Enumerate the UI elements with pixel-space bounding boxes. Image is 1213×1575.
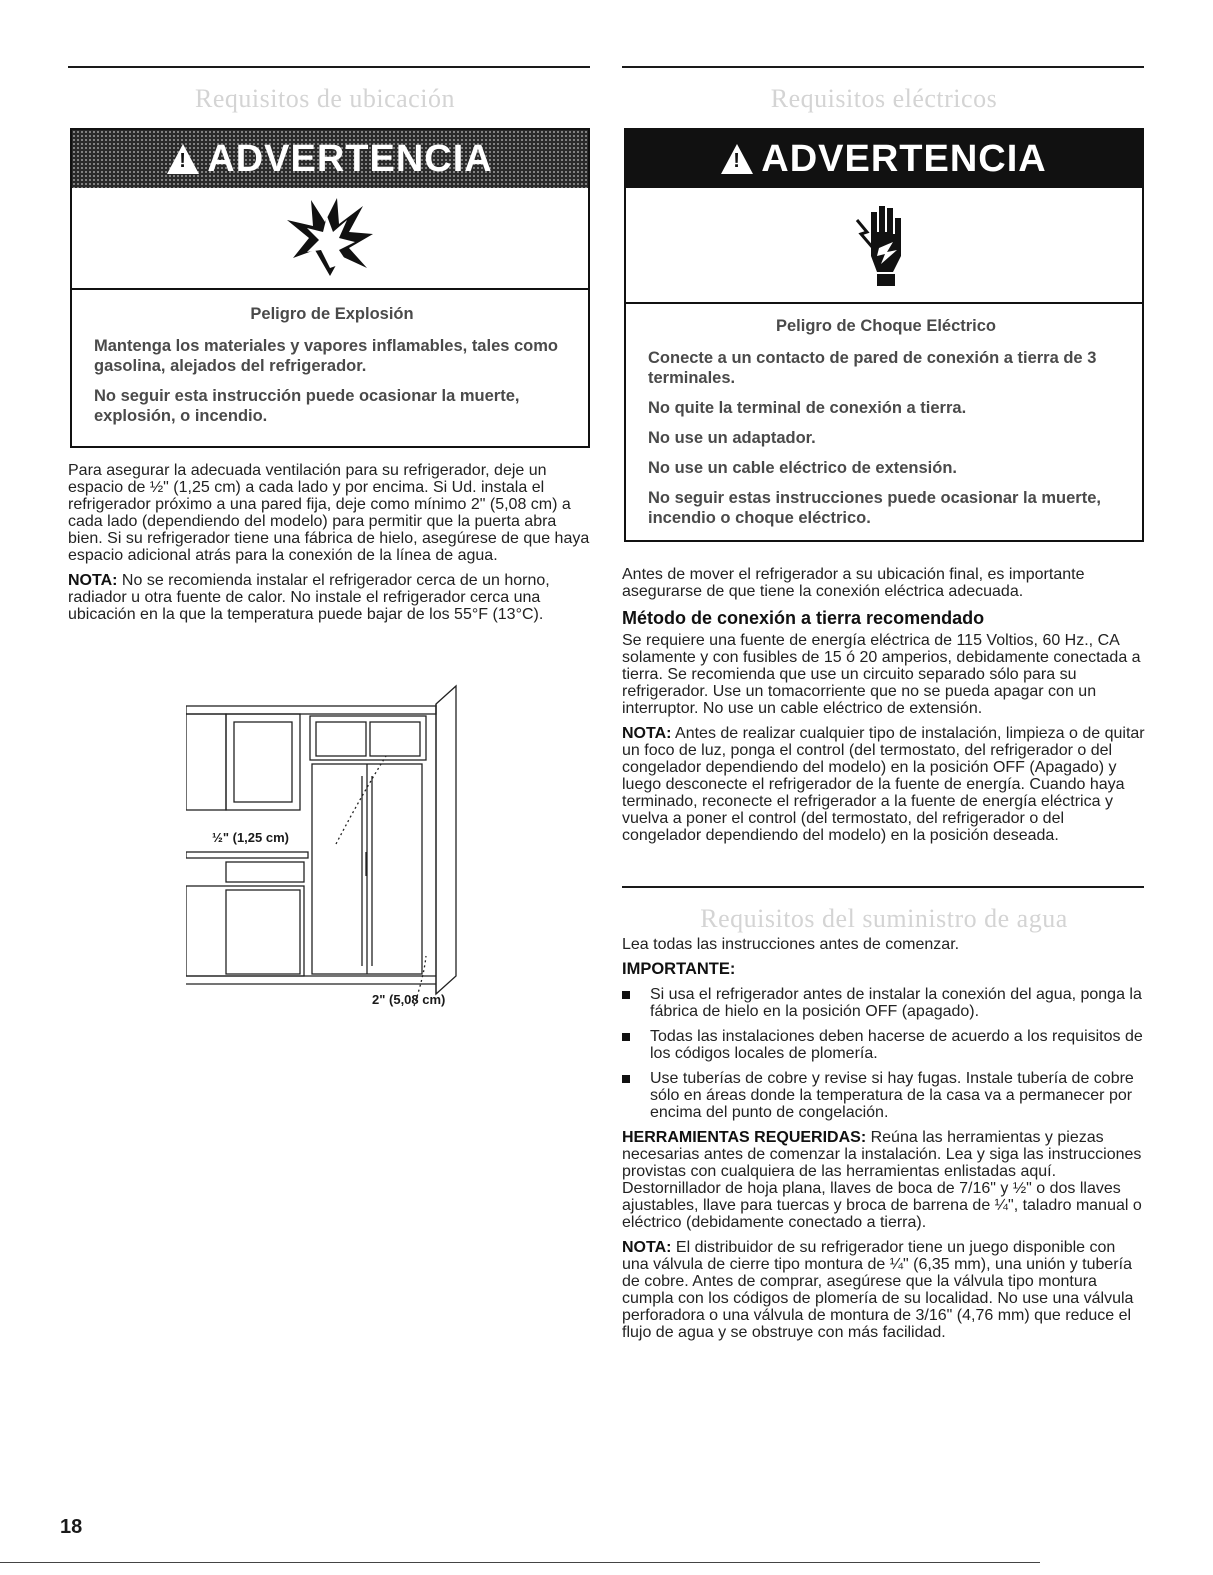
- page-number: 18: [60, 1516, 83, 1538]
- electrical-text: [622, 566, 1146, 608]
- warning-line: No seguir esta instrucción puede ocasionar la muerte, explosión, o incendio.: [94, 387, 520, 425]
- tools-label: HERRAMIENTAS REQUERIDAS:: [622, 1129, 867, 1146]
- section-title-water: Requisitos del suministro de agua: [700, 904, 1068, 933]
- warning-body: [626, 304, 1142, 548]
- warning-triangle-icon: [721, 144, 753, 174]
- water-note: [622, 1239, 1146, 1341]
- clearance-top-label: ½" (1,25 cm): [212, 830, 289, 845]
- bottom-rule: [0, 1562, 1040, 1563]
- section-rule: [622, 886, 1144, 888]
- hazard-title: Peligro de Choque Eléctrico: [775, 317, 997, 335]
- note-text: Antes de realizar cualquier tipo de instalación, limpieza o de quitar un foco de luz, ponga el control (del termostato, del refrigerador o del congelador dependiendo del modelo) en la posición OFF (Apagado) y luego desconecte el refrigerador de la fuente de energía. Cuando haya terminado, reconecte el refrigerador a la fuente de energía eléctrica y vuelva a poner el control (del termostato, del refrigerador o del congelador dependiendo del modelo) en la posición deseada.: [622, 725, 1145, 844]
- warning-line: Mantenga los materiales y vapores inflamables, tales como gasolina, alejados del refrigerador.: [94, 337, 559, 375]
- clearance-diagram: [186, 676, 476, 1022]
- warning-box-explosion: [70, 128, 590, 448]
- section-title-electrical: Requisitos eléctricos: [770, 84, 998, 113]
- note-label: NOTA:: [68, 572, 118, 589]
- warning-header: [626, 130, 1142, 188]
- warning-header-text: ADVERTENCIA: [761, 137, 1047, 180]
- list-item: Use tuberías de cobre y revise si hay fugas. Instale tubería de cobre sólo en áreas donde la temperatura de la casa va a permanecer por encima del punto de congelación.: [622, 1070, 1146, 1121]
- section-title-location: Requisitos de ubicación: [195, 84, 455, 113]
- warning-line: No seguir estas instrucciones puede ocasionar la muerte, incendio o choque eléctrico.: [648, 489, 1101, 527]
- electric-shock-icon: [626, 188, 1142, 304]
- electrical-note: [622, 725, 1146, 844]
- note-label: NOTA:: [622, 725, 672, 742]
- note-text: No se recomienda instalar el refrigerador cerca de un horno, radiador u otra fuente de calor. No instale el refrigerador cerca una ubicación en la que la temperatura puede bajar de los 55°F (13°C).: [68, 572, 550, 623]
- warning-box-electrical: [624, 128, 1144, 542]
- warning-line: Conecte a un contacto de pared de conexión a tierra de 3 terminales.: [648, 349, 1097, 387]
- note-text: El distribuidor de su refrigerador tiene un juego disponible con una válvula de cierre tipo montura de ¼" (6,35 mm), una unión y tubería de cobre. Antes de comprar, asegúrese que la válvula tipo montura cumpla con los códigos de plomería de su localidad. No use una válvula perforadora o una válvula de montura de 3/16" (4,76 mm) que reduce el flujo de agua y se obstruye con más facilidad.: [622, 1239, 1134, 1341]
- hazard-title: Peligro de Explosión: [250, 305, 414, 323]
- tools-paragraph: [622, 1129, 1146, 1231]
- explosion-icon: [72, 188, 588, 290]
- water-requirements-list: [622, 986, 1146, 1121]
- location-paragraph: Para asegurar la adecuada ventilación para su refrigerador, deje un espacio de ½" (1,25 cm) a cada lado y por encima. Si Ud. instala el refrigerador próximo a una pared fija, deje como mínimo 2" (5,08 cm) a cada lado (dependiendo del modelo) para permitir que la puerta abra bien. Si su refrigerador tiene una fábrica de hielo, asegúrese de que haya espacio adicional atrás para la conexión de la línea de agua.: [68, 462, 590, 564]
- section-rule: [622, 66, 1144, 68]
- grounding-method-title: Método de conexión a tierra recomendado: [622, 608, 985, 628]
- section-rule: [68, 66, 590, 68]
- warning-body: [72, 290, 588, 446]
- list-item: Todas las instalaciones deben hacerse de acuerdo a los requisitos de los códigos locales de plomería.: [622, 1028, 1146, 1062]
- warning-triangle-icon: [167, 144, 199, 174]
- grounding-paragraph: Se requiere una fuente de energía eléctrica de 115 Voltios, 60 Hz., CA solamente y con fusibles de 15 ó 20 amperios, debidamente conectada a tierra. Se recomienda que use un circuito separado sólo para su refrigerador. Use un tomacorriente que no se pueda apagar con un interruptor. No use un cable eléctrico de extensión.: [622, 632, 1141, 717]
- water-read-first: Lea todas las instrucciones antes de comenzar.: [622, 936, 960, 953]
- grounding-text: [622, 632, 1146, 852]
- warning-line: No use un cable eléctrico de extensión.: [648, 459, 958, 477]
- warning-line: No quite la terminal de conexión a tierra.: [648, 399, 967, 417]
- location-note: [68, 572, 590, 623]
- clearance-side-label: 2" (5,08 cm): [372, 992, 446, 1007]
- warning-header: [72, 130, 588, 188]
- tools-text: Reúna las herramientas y piezas necesarias antes de comenzar la instalación. Lea y siga las instrucciones provistas con cualquiera de las herramientas enlistadas aquí. Destornillador de hoja plana, llaves de boca de 7/16" y ½" o dos llaves ajustables, llave para tuercas y broca de barrena de ¼", taladro manual o eléctrico (debidamente conectado a tierra).: [622, 1129, 1142, 1231]
- warning-line: No use un adaptador.: [648, 429, 816, 447]
- water-text: [622, 936, 1146, 1349]
- list-item: Si usa el refrigerador antes de instalar la conexión del agua, ponga la fábrica de hielo en la posición OFF (apagado).: [622, 986, 1146, 1020]
- warning-header-text: ADVERTENCIA: [207, 137, 493, 180]
- electrical-intro: Antes de mover el refrigerador a su ubicación final, es importante asegurarse de que tiene la conexión eléctrica adecuada.: [622, 566, 1085, 600]
- location-text: [68, 462, 590, 631]
- note-label: NOTA:: [622, 1239, 672, 1256]
- important-label: IMPORTANTE:: [622, 960, 736, 978]
